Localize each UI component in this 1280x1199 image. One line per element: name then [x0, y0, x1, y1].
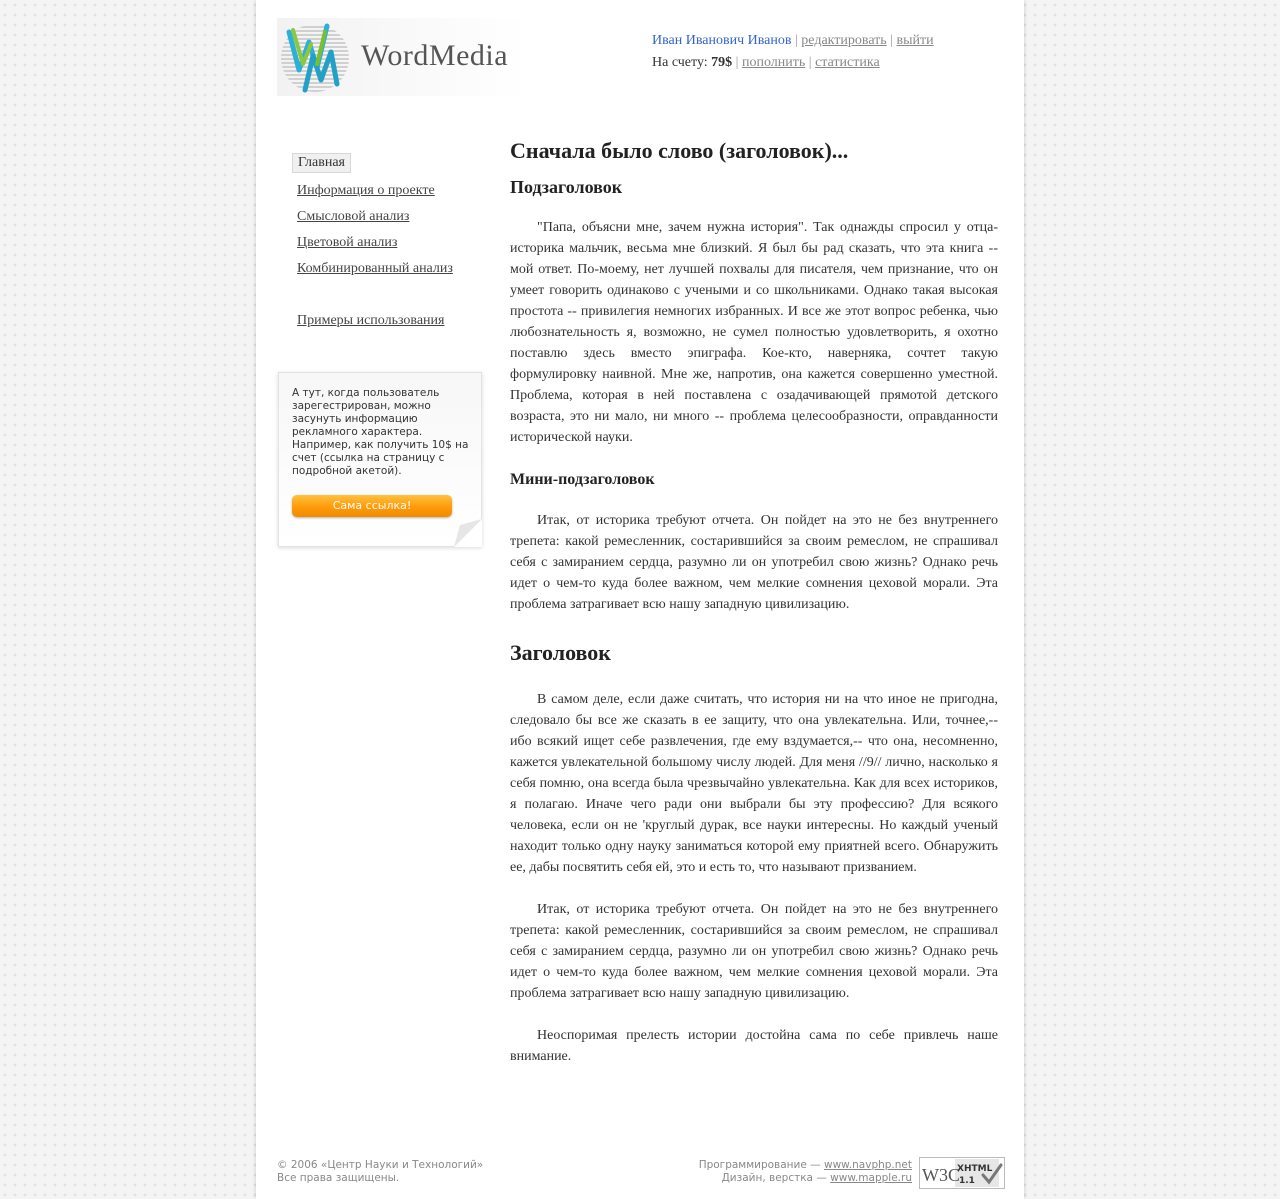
page-container	[256, 0, 1024, 1199]
xhtml-version-text: 1.1	[959, 1176, 975, 1186]
edit-profile-link[interactable]: редактировать	[801, 33, 887, 48]
promo-box	[278, 372, 482, 547]
separator: |	[735, 55, 739, 70]
paragraph-1: "Папа, объясни мне, зачем нужна история". Так однажды спросил у отца-историка мальчик, весьма мне близкий. Я был бы рад сказать, что эта книга -- мой ответ. По-моему, нет лучшей похвалы для писателя, чем признание, что он умеет говорить одинаково с учеными и со школьниками. Однако такая высокая простота -- привилегия немногих избранных. И все же этот вопрос ребенка, чью любознательность я, возможно, не сумел полностью удовлетворить, я охотно поставлю здесь вместо эпиграфа. Кое-кто, наверняка, сочтет такую формулировку наивной. Мне же, напротив, она кажется совершенно уместной. Проблема, которая в ней поставлена с озадачивающей прямотой детского возраста, это ни мало, ни много -- проблема целесообразности, оправданности исторической науки.	[510, 220, 998, 445]
logout-link[interactable]: выйти	[896, 33, 934, 48]
separator: |	[794, 33, 798, 48]
nav-item-project-info[interactable]: Информация о проекте	[297, 183, 435, 198]
topup-link[interactable]: пополнить	[741, 55, 806, 70]
page-curl-icon	[454, 519, 482, 547]
site-logo[interactable]	[277, 18, 527, 96]
nav-item-home[interactable]: Главная	[292, 153, 351, 173]
footer-copyright	[277, 1159, 483, 1185]
statistics-link[interactable]: статистика	[815, 55, 880, 70]
sidebar-nav	[292, 153, 492, 337]
design-credit	[699, 1172, 912, 1185]
paragraph-5: Неоспоримая прелесть истории достойна сама по себе привлечь наше внимание.	[510, 1028, 998, 1064]
nav-item-semantic-analysis[interactable]: Смысловой анализ	[297, 209, 410, 224]
xhtml-badge-text: XHTML	[957, 1164, 993, 1174]
nav-item-color-analysis[interactable]: Цветовой анализ	[297, 235, 398, 250]
rights-text: Все права защищены.	[277, 1172, 400, 1184]
logo-text: WordMedia	[361, 39, 509, 72]
w3c-badge-text: W3C	[922, 1165, 960, 1185]
balance-value: 79$	[711, 55, 733, 70]
separator: |	[890, 33, 893, 48]
promo-link-button[interactable]: Сама ссылка!	[292, 495, 452, 517]
copyright-text: © 2006 «Центр Науки и Технологий»	[277, 1159, 484, 1171]
design-label: Дизайн, верстка —	[721, 1172, 827, 1184]
design-link[interactable]: www.mapple.ru	[830, 1172, 912, 1184]
balance-row	[652, 52, 934, 74]
paragraph-2: Итак, от историка требуют отчета. Он пойдет на это не без внутреннего трепета: какой ремесленник, состарившийся за своим ремеслом, не спрашивал себя с замиранием сердца, разумно ли он употребил свою жизнь? Однако речь идет о чем-то куда более важном, чем мелкие сомнения цеховой морали. Эта проблема затрагивает всю нашу западную цивилизацию.	[510, 513, 998, 612]
nav-item-usage-examples[interactable]: Примеры использования	[297, 313, 445, 328]
footer-credits	[699, 1159, 912, 1185]
programming-credit	[699, 1159, 912, 1172]
balance-label: На счету:	[652, 55, 708, 70]
subtitle: Подзаголовок	[510, 177, 623, 197]
programming-label: Программирование —	[698, 1159, 821, 1171]
promo-text: А тут, когда пользователь зарегестрирован, можно засунуть информацию рекламного характера. Например, как получить 10$ на счет (ссылка на страницу с подробной акетой).	[292, 387, 469, 477]
user-bar	[652, 30, 934, 74]
paragraph-4: Итак, от историка требуют отчета. Он пойдет на это не без внутреннего трепета: какой ремесленник, состарившийся за своим ремеслом, не спрашивал себя с замиранием сердца, разумно ли он употребил свою жизнь? Однако речь идет о чем-то куда более важном, чем мелкие сомнения цеховой морали. Эта проблема затрагивает всю нашу западную цивилизацию.	[510, 902, 998, 1001]
user-name-link[interactable]: Иван Иванович Иванов	[652, 33, 792, 48]
main-content	[510, 134, 998, 1088]
w3c-xhtml-badge[interactable]	[919, 1157, 1005, 1189]
section-heading: Заголовок	[510, 640, 611, 665]
user-row	[652, 30, 934, 52]
paragraph-3: В самом деле, если даже считать, что история ни на что иное не пригодна, следовало бы все же сказать в ее защиту, что она увлекательна. Или, точнее,-- ибо всякий ищет себе развлечения, где ему вздумается,-- что она, несомненно, кажется увлекательной большому числу людей. Для меня //9// лично, насколько я себя помню, она всегда была чрезвычайно увлекательна. Как для всех историков, я полагаю. Иначе чего ради они выбрали бы эту профессию? Для всякого человека, если он не 'круглый дурак, все науки интересны. Но каждый ученый находит только одну науку заниматься которой ему приятней всего. Обнаружить ее, дабы посвятить себя ей, это и есть то, что называют призванием.	[510, 692, 998, 875]
wordmedia-logo-icon	[277, 18, 353, 96]
page-title: Сначала было слово (заголовок)...	[510, 138, 849, 163]
separator: |	[808, 55, 812, 70]
mini-subtitle: Мини-подзаголовок	[510, 471, 655, 488]
nav-item-combined-analysis[interactable]: Комбинированный анализ	[297, 261, 453, 276]
programming-link[interactable]: www.navphp.net	[824, 1159, 912, 1171]
